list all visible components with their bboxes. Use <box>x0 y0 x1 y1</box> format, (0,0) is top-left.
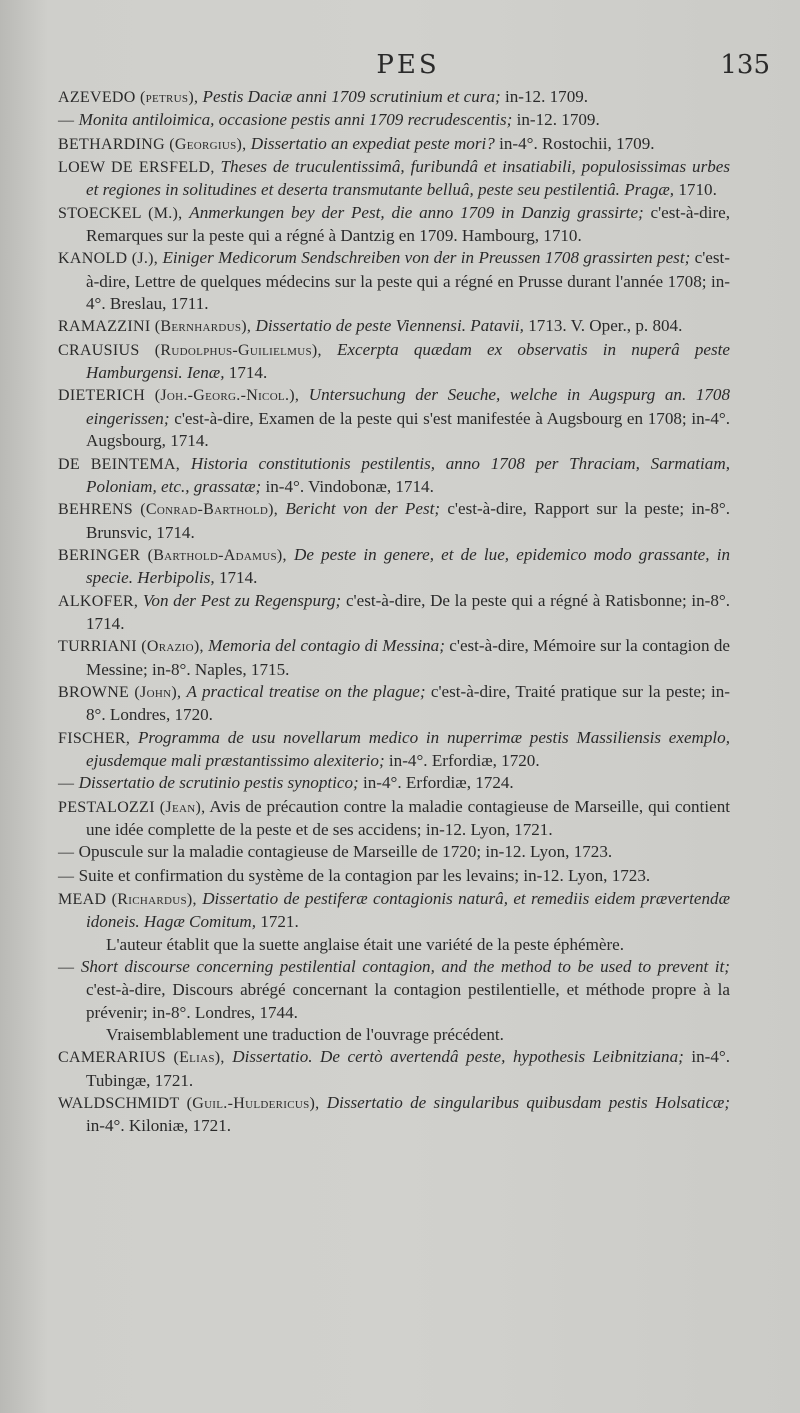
entry-title: Bericht von der Pest; <box>285 499 441 519</box>
bibliography-entry <box>58 956 730 1024</box>
bibliography-entry <box>58 681 730 727</box>
entry-details: c'est-à-dire, Remarques sur la peste qui a régné à Dantzig en 1709. Hambourg, 1710. <box>86 202 730 246</box>
bibliography-entry <box>58 315 730 338</box>
entry-details: Suite et confirmation du système de la contagion par les levains; in-12. Lyon, 1723. <box>78 865 651 885</box>
entry-title: Einiger Medicorum Sendschreiben von der in Preussen 1708 grassirten pest; <box>162 248 691 268</box>
entry-details: c'est-à-dire, Examen de la peste qui s'est manifestée à Augsbourg en 1708; in-4°. Augsbourg, 1714. <box>86 408 730 451</box>
bibliography-entry <box>58 590 730 636</box>
entry-details: c'est-à-dire, Discours abrégé concernant la contagion pestilentielle, et méthode propre à la prévenir; in-8°. Londres, 1744. <box>86 980 730 1022</box>
entry-details: c'est-à-dire, Traité pratique sur la peste; in-8°. Londres, 1720. <box>86 681 730 725</box>
bibliography-entry <box>58 86 730 109</box>
entry-title: Anmerkungen bey der Pest, die anno 1709 in Danzig grassirte; <box>189 202 644 222</box>
entry-author: BETHARDING (Georgius), <box>58 135 247 153</box>
entry-author: — <box>58 844 75 862</box>
bibliography-entry <box>58 384 730 452</box>
bibliography-entry <box>58 156 730 202</box>
entry-author: BROWNE (John), <box>58 683 182 701</box>
entry-title: Untersuchung der Seuche, welche in Augspurg an. 1708 eingerissen; <box>86 385 731 428</box>
bibliography-entry <box>58 544 730 590</box>
bibliography-entry <box>58 1092 730 1138</box>
bibliography-entry <box>58 1046 730 1092</box>
bibliography-entry <box>58 498 730 544</box>
entry-author: RAMAZZINI (Bernhardus), <box>58 318 252 336</box>
entry-details: c'est-à-dire, Lettre de quelques médecins sur la peste qui a régné en Prusse durant l'année 1708; in-4°. Breslau, 1711. <box>86 248 730 314</box>
entry-title: Memoria del contagio di Messina; <box>208 636 445 656</box>
entry-title: Monita antiloimica, occasione pestis anni 1709 recrudescentis; <box>78 110 513 130</box>
entry-details: 1714. <box>218 568 258 588</box>
entry-author: MEAD (Richardus), <box>58 891 197 909</box>
bibliography-entry <box>58 888 730 934</box>
entry-details: in-4°. Kiloniæ, 1721. <box>86 1116 232 1136</box>
entry-author: ALKOFER, <box>58 592 139 610</box>
entry-author: KANOLD (J.), <box>58 250 159 268</box>
entry-author: BERINGER (Barthold-Adamus), <box>58 546 287 564</box>
entry-title: Dissertatio de pestiferæ contagionis naturâ, et remediis eidem prævertendæ idoneis. Hagæ Comitum, <box>86 889 730 932</box>
entry-title: De peste in genere, et de lue, epidemico modo grassante, in specie. Herbipolis, <box>86 544 731 588</box>
entry-author: DIETERICH (Joh.-Georg.-Nicol.), <box>58 387 300 405</box>
entry-author: STOECKEL (M.), <box>58 204 183 222</box>
entry-author: CAMERARIUS (Elias), <box>58 1049 225 1067</box>
running-head: PES <box>376 50 440 80</box>
entry-title: Theses de truculentissimâ, furibundâ et insatiabili, populosissimas urbes et regiones in solitudines et deserta transmutante belluâ, peste seu pestilentiâ. Pragæ, <box>86 157 731 200</box>
entry-author: PESTALOZZI (Jean), <box>58 798 206 816</box>
entry-author: CRAUSIUS (Rudolphus-Guilielmus), <box>58 341 322 359</box>
entry-details: 1714. <box>228 363 268 383</box>
entry-title: Dissertatio an expediat peste mori? <box>250 133 495 153</box>
entry-title: Programma de usu novellarum medico in nuperrimæ pestis Massiliensis exemplo, ejusdemque mali præstantissimo alexiterio; <box>86 727 730 770</box>
bibliography-entry <box>58 727 730 773</box>
bibliography-entry <box>58 202 730 248</box>
entry-note: L'auteur établit que la suette anglaise était une variété de la peste éphémère. <box>106 934 625 954</box>
entry-details: 1721. <box>260 912 299 932</box>
entry-details: in-4°. Rostochii, 1709. <box>499 133 655 153</box>
entry-title: Dissertatio de scrutinio pestis synoptico; <box>78 773 359 793</box>
bibliography-entry <box>58 865 730 888</box>
entry-details: in-4°. Vindobonæ, 1714. <box>265 476 434 496</box>
bibliography-entry <box>58 109 730 132</box>
entry-author: — <box>58 959 75 977</box>
entry-title: Dissertatio de peste Viennensi. Patavii, <box>255 316 524 336</box>
entry-details: c'est-à-dire, De la peste qui a régné à Ratisbonne; in-8°. 1714. <box>86 590 730 633</box>
entry-author: TURRIANI (Orazio), <box>58 638 204 656</box>
entry-details: in-12. 1709. <box>504 87 589 106</box>
page-header <box>58 50 770 84</box>
entry-title: Short discourse concerning pestilential contagion, and the method to be used to prevent it; <box>80 957 730 977</box>
entry-details: in-4°. Tubingæ, 1721. <box>86 1047 730 1090</box>
bibliography-entry <box>58 796 730 842</box>
entry-details: Opuscule sur la maladie contagieuse de Marseille de 1720; in-12. Lyon, 1723. <box>78 842 613 862</box>
entry-details: 1713. V. Oper., p. 804. <box>528 316 683 336</box>
bibliography-entry <box>58 772 730 795</box>
bibliography-entry <box>58 247 730 315</box>
entry-details: in-4°. Erfordiæ, 1724. <box>363 773 514 793</box>
entry-author: LOEW DE ERSFELD, <box>58 159 215 177</box>
entry-author: FISCHER, <box>58 729 131 747</box>
bibliography-list <box>58 86 730 1138</box>
entry-author: — <box>58 867 75 885</box>
entry-title: Dissertatio. De certò avertendâ peste, hypothesis Leibnitziana; <box>232 1047 684 1067</box>
entry-author: AZEVEDO (petrus), <box>58 89 199 106</box>
entry-details: Avis de précaution contre la maladie contagieuse de Marseille, qui contient une idée complette de la peste et de ses accidens; in-12. Lyon, 1721. <box>86 796 730 839</box>
entry-title: Von der Pest zu Regenspurg; <box>142 590 342 610</box>
entry-author: — <box>58 112 75 130</box>
bibliography-entry <box>58 453 730 499</box>
entry-author: WALDSCHMIDT (Guil.-Huldericus), <box>58 1095 320 1113</box>
entry-title: Excerpta quædam ex observatis in nuperâ peste Hamburgensi. Ienæ, <box>86 339 730 383</box>
entry-details: in-12. 1709. <box>516 110 600 130</box>
entry-title: Dissertatio de singularibus quibusdam pestis Holsaticæ; <box>326 1093 731 1113</box>
entry-details: c'est-à-dire, Rapport sur la peste; in-8°. Brunsvic, 1714. <box>86 499 730 542</box>
entry-author: BEHRENS (Conrad-Barthold), <box>58 501 279 519</box>
entry-author: — <box>58 775 75 793</box>
entry-title: Historia constitutionis pestilentis, anno 1708 per Thraciam, Sarmatiam, Poloniam, etc., grassatæ; <box>86 453 730 496</box>
bibliography-entry <box>58 339 730 385</box>
entry-title: A practical treatise on the plague; <box>186 681 426 701</box>
entry-note: Vraisemblablement une traduction de l'ouvrage précédent. <box>106 1025 504 1045</box>
page-number: 135 <box>720 50 770 80</box>
bibliography-entry <box>58 841 730 864</box>
bibliography-entry <box>58 635 730 681</box>
entry-author: DE BEINTEMA, <box>58 455 181 473</box>
entry-details: in-4°. Erfordiæ, 1720. <box>388 750 540 770</box>
bibliography-entry <box>58 133 730 156</box>
entry-details: 1710. <box>678 180 717 200</box>
entry-title: Pestis Daciæ anni 1709 scrutinium et cura; <box>202 87 501 106</box>
entry-details: c'est-à-dire, Mémoire sur la contagion de Messine; in-8°. Naples, 1715. <box>86 636 730 679</box>
